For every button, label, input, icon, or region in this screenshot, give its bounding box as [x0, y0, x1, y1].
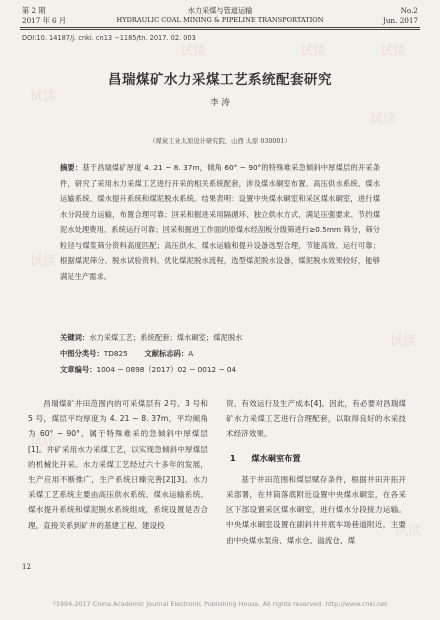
keywords-text: 水力采煤工艺；系统配套；煤水硐室；煤泥脱水 [89, 333, 243, 342]
header-journal [100, 6, 340, 25]
section-heading [230, 451, 406, 466]
header-number-no: No.2 [400, 6, 418, 15]
body-paragraph: 基于井田范围和煤层赋存条件，根据井田开拓开采部署，在井筒落底附近设置中央煤水硐室，在各采区下部设置采区煤水硐室，进行煤水分段接力运输。中央煤水硐室设置在副斜井井底车场巷道附近，主要由中央煤水泵房、煤水仓、溢流仓、煤 [226, 474, 406, 545]
section-title: 煤水硐室布置 [251, 452, 301, 463]
section-number: 1 [230, 452, 236, 463]
header-journal-en: HYDRAULIC COAL MINING & PIPELINE TRANSPORTATION [116, 15, 324, 24]
header-issue [22, 6, 102, 25]
body-column-right [226, 396, 406, 548]
body-column-left [28, 396, 208, 533]
article-id-value: 1004 − 0898（2017）02 − 0012 − 04 [96, 365, 237, 374]
article-id [60, 362, 380, 377]
body-paragraph: 昌瑞煤矿井田范围内的可采煤层有 2号、3 号和 5 号，煤层平均厚度为 4. 21 ~ 8. 37m，平均倾角为 60° ~ 90°，属于特殊难采的急倾斜中厚煤层[1]。井矿采用水力采煤工艺，以实现急倾斜中厚煤层的机械化开采。水力采煤工艺经过六十多年的发展，生产应用不断推广，生产系统日臻完善[2][3]。水力采煤工艺系统主要由高压供水系统、煤水运输系统、煤水提升系统和煤泥脱水系统组成，系统设置是否合理，直接关系到矿井的基建工程、建设投 [28, 399, 208, 530]
watermark-mark: 试读 [30, 254, 57, 269]
watermark-mark: 试读 [30, 89, 57, 104]
header-number [338, 6, 418, 25]
keywords-label: 关键词： [60, 333, 90, 342]
watermark-mark: 试读 [390, 334, 417, 349]
header-number-date: Jun. 2017 [382, 15, 418, 25]
watermark-mark: 试读 [370, 112, 397, 127]
page-number: 12 [22, 563, 31, 571]
abstract-text: 基于昌瑞煤矿厚度 4. 21 ~ 8. 37m，倾角 60° ~ 90°的特殊难采急倾斜中厚煤层的开采条件，研究了采用水力采煤工艺进行开采的相关系统配套，涉及煤水硐室布置、高压供水系统、煤水运输系统、煤水提升系统和煤泥脱水系统。结果表明：设置中央煤水硐室和采区煤水硐室，进行煤水分段接力运输，布置合理可靠；回采和掘进采用隔循环、独立供水方式，满足压强要求、节约煤泥水处理费用、系统运行可靠；回采和掘进工作面的原煤水经刮板分级筛进行≥0.5mm 筛分，筛分粒径与煤浆筛分资料高度匹配；高压供水、煤水运输和提升设备选型合理，节能高效、运行可靠；根据煤泥筛分、脱水试验资料，优化煤泥脱水流程，选型煤泥脱水设备，煤泥脱水效果较好，能够满足生产需求。 [60, 163, 380, 281]
header-issue-date: 2017 年 6 月 [22, 15, 67, 25]
header-issue-number: 第 2 期 [22, 6, 46, 15]
article-id-label: 文章编号： [60, 365, 97, 374]
body-paragraph: 资、有效运行及生产成本[4]。因此，有必要对昌瑞煤矿水力采煤工艺进行合理配套，以取得良好的水采技术经济效果。 [226, 399, 406, 439]
clc-value: TD825 [103, 349, 128, 358]
header-journal-cn: 水力采煤与管道运输 [187, 6, 253, 15]
paper-title: 昌瑞煤矿水力采煤工艺系统配套研究 [108, 72, 332, 88]
header-rule-thin [20, 29, 420, 30]
watermark-mark: 试读 [380, 44, 407, 59]
watermark-mark: 试读 [395, 524, 422, 539]
abstract [60, 160, 380, 284]
doc-code-label: 文献标志码： [144, 349, 189, 358]
clc-label: 中图分类号： [60, 349, 104, 358]
doi-line: DOI:10. 14187/j. cnki. cn13 −1185/tn. 2017. 02. 003 [22, 34, 196, 42]
watermark-mark: 试读 [180, 44, 207, 59]
keywords [60, 330, 380, 345]
abstract-label: 摘要： [60, 163, 83, 172]
header-rule [20, 27, 420, 28]
doc-code-value: A [188, 349, 194, 358]
watermark-mark: 试读 [30, 434, 57, 449]
footer-copyright: ?1994-2017 China Academic Journal Electronic Publishing House. All rights reserved. http://www.cnki.net [52, 600, 388, 608]
classification [60, 346, 380, 361]
paper-author: 李 涛 [210, 98, 230, 108]
watermark-mark: 试读 [300, 44, 327, 59]
paper-affiliation: （煤炭工业太原设计研究院，山西 太原 030001） [149, 138, 291, 145]
